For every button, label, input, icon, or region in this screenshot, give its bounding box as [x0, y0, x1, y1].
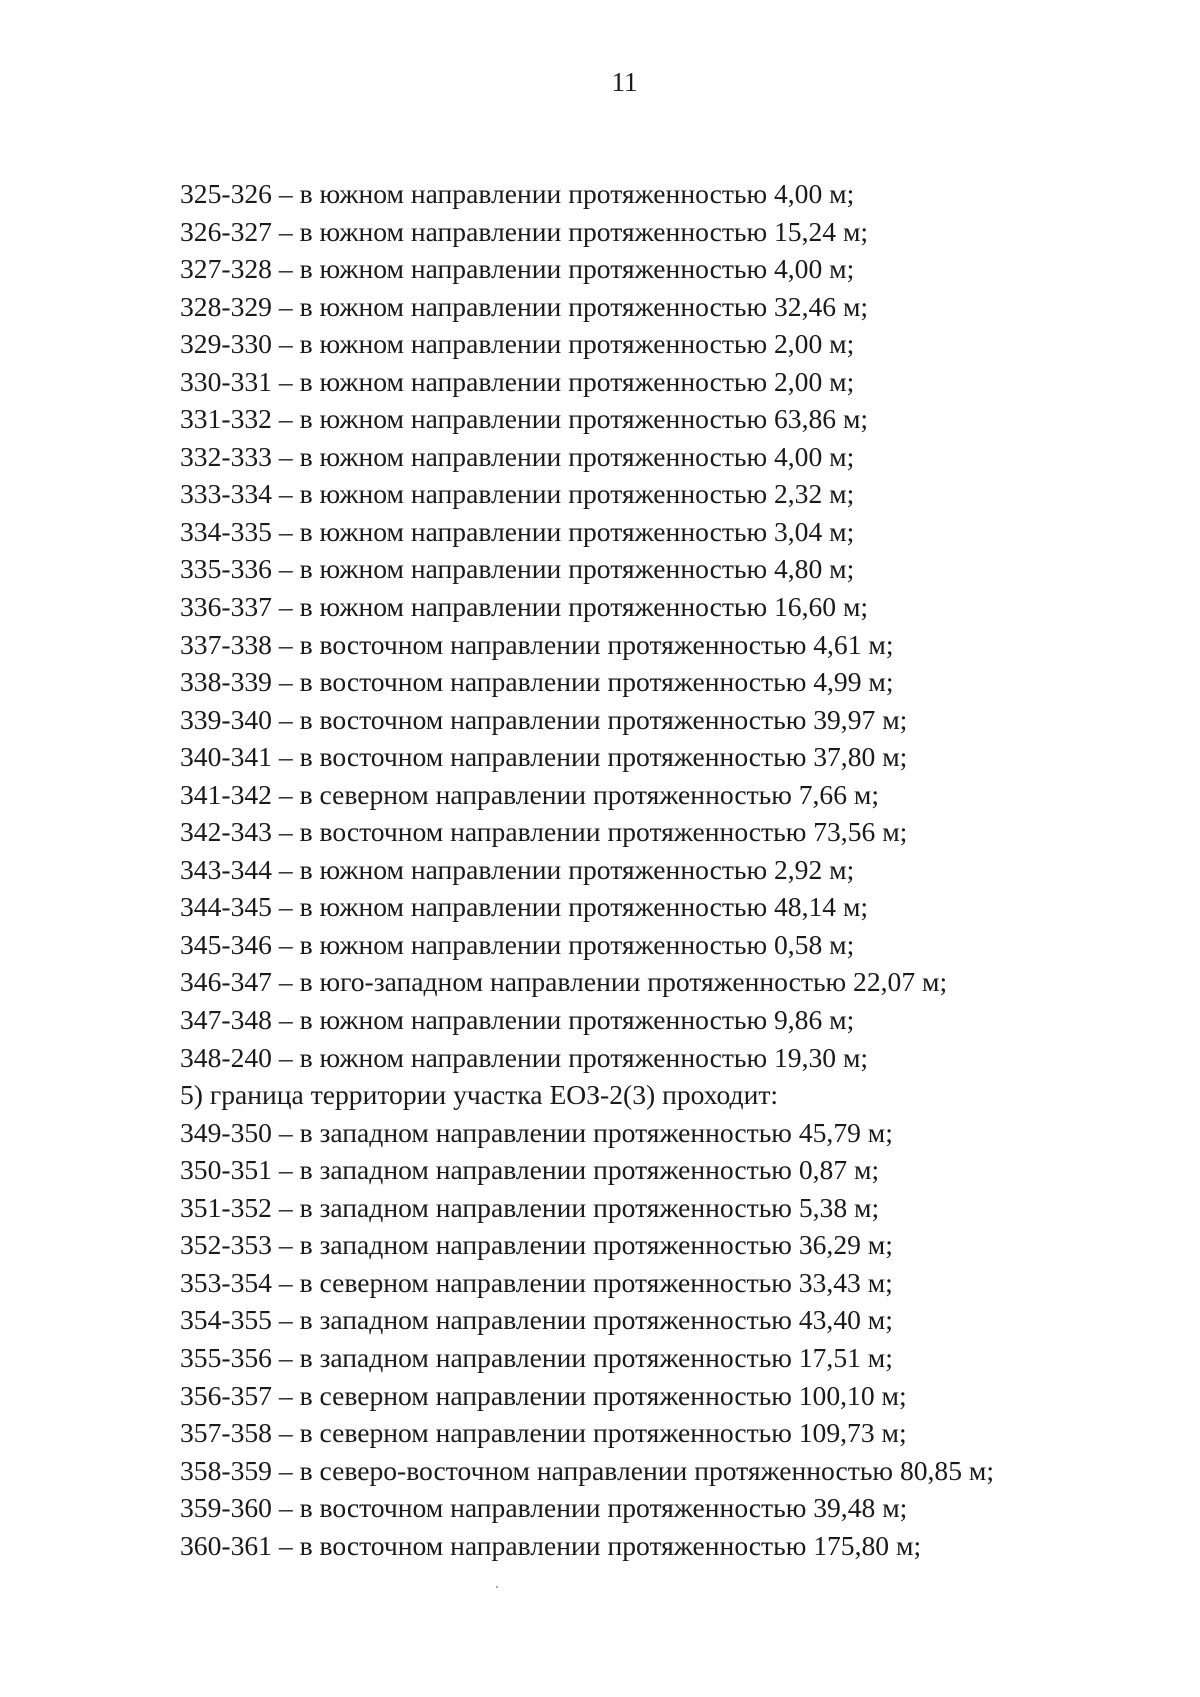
document-body [180, 175, 1180, 1564]
boundary-segment-line: 354-355 – в западном направлении протяженностью 43,40 м; [180, 1304, 893, 1336]
boundary-segment-line: 353-354 – в северном направлении протяженностью 33,43 м; [180, 1266, 893, 1298]
page-number: 11 [611, 67, 638, 97]
boundary-segment-line: 351-352 – в западном направлении протяженностью 5,38 м; [180, 1191, 880, 1223]
section-heading: 5) граница территории участка ЕОЗ-2(3) проходит: [180, 1079, 779, 1111]
boundary-segment-line: 325-326 – в южном направлении протяженностью 4,00 м; [180, 178, 855, 209]
boundary-segment-line: 328-329 – в южном направлении протяженностью 32,46 м; [180, 290, 869, 322]
boundary-segment-line: 349-350 – в западном направлении протяженностью 45,79 м; [180, 1116, 893, 1148]
boundary-segment-line: 346-347 – в юго-западном направлении протяженностью 22,07 м; [180, 966, 948, 998]
boundary-segment-line: 332-333 – в южном направлении протяженностью 4,00 м; [180, 440, 855, 472]
boundary-segment-line: 356-357 – в северном направлении протяженностью 100,10 м; [180, 1379, 907, 1411]
boundary-segment-line: 355-356 – в западном направлении протяженностью 17,51 м; [180, 1341, 893, 1373]
boundary-segment-line: 331-332 – в южном направлении протяженностью 63,86 м; [180, 403, 869, 435]
scan-speck [496, 1586, 498, 1588]
boundary-segment-line: 347-348 – в южном направлении протяженностью 9,86 м; [180, 1004, 855, 1036]
boundary-segment-line: 358-359 – в северо-восточном направлении протяженностью 80,85 м; [180, 1454, 995, 1486]
boundary-segment-line: 344-345 – в южном направлении протяженностью 48,14 м; [180, 891, 869, 923]
boundary-segment-line: 348-240 – в южном направлении протяженностью 19,30 м; [180, 1041, 869, 1073]
boundary-segment-line: 336-337 – в южном направлении протяженностью 16,60 м; [180, 591, 869, 623]
boundary-segment-line: 342-343 – в восточном направлении протяженностью 73,56 м; [180, 816, 908, 848]
boundary-segment-line: 327-328 – в южном направлении протяженностью 4,00 м; [180, 253, 855, 285]
boundary-segment-line: 350-351 – в западном направлении протяженностью 0,87 м; [180, 1154, 880, 1186]
boundary-segment-line: 337-338 – в восточном направлении протяженностью 4,61 м; [180, 628, 894, 660]
boundary-segment-line: 341-342 – в северном направлении протяженностью 7,66 м; [180, 778, 880, 810]
boundary-segment-line: 357-358 – в северном направлении протяженностью 109,73 м; [180, 1417, 907, 1449]
boundary-segment-line: 333-334 – в южном направлении протяженностью 2,32 м; [180, 478, 855, 510]
boundary-segment-line: 345-346 – в южном направлении протяженностью 0,58 м; [180, 928, 855, 960]
boundary-segment-line: 343-344 – в южном направлении протяженностью 2,92 м; [180, 853, 855, 885]
boundary-segment-line: 352-353 – в западном направлении протяженностью 36,29 м; [180, 1229, 893, 1261]
boundary-segment-line: 340-341 – в восточном направлении протяженностью 37,80 м; [180, 741, 908, 773]
boundary-segment-line: 338-339 – в восточном направлении протяженностью 4,99 м; [180, 666, 894, 698]
boundary-segment-line: 360-361 – в восточном направлении протяженностью 175,80 м; [180, 1529, 922, 1561]
boundary-segment-line: 334-335 – в южном направлении протяженностью 3,04 м; [180, 515, 855, 547]
boundary-segment-line: 359-360 – в восточном направлении протяженностью 39,48 м; [180, 1492, 908, 1524]
boundary-segment-line: 335-336 – в южном направлении протяженностью 4,80 м; [180, 553, 855, 585]
boundary-segment-line: 329-330 – в южном направлении протяженностью 2,00 м; [180, 328, 855, 360]
boundary-segment-line: 339-340 – в восточном направлении протяженностью 39,97 м; [180, 703, 908, 735]
boundary-segment-line: 326-327 – в южном направлении протяженностью 15,24 м; [180, 215, 869, 247]
boundary-segment-line: 330-331 – в южном направлении протяженностью 2,00 м; [180, 365, 855, 397]
